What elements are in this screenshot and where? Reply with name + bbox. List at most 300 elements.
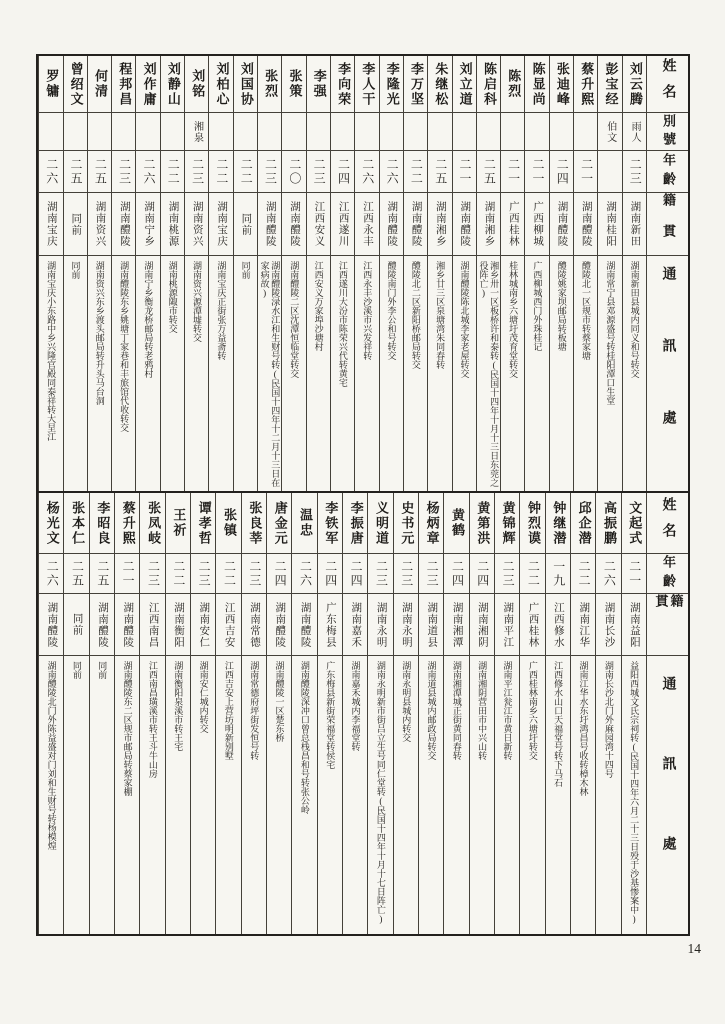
age-cell	[419, 554, 443, 594]
alias-cell	[404, 113, 427, 151]
person-native-place: 湖南湘阴	[476, 601, 488, 648]
header-label-address: 通訊處	[660, 266, 676, 482]
name-cell	[64, 493, 88, 554]
name-cell	[216, 493, 240, 554]
native-place-cell	[209, 193, 232, 256]
person-column	[38, 493, 63, 934]
address-cell	[574, 256, 597, 491]
age-cell	[191, 554, 215, 594]
person-column	[393, 493, 418, 934]
person-native-place: 同前	[71, 613, 83, 636]
person-address: 湖南安仁城内转交	[198, 661, 209, 733]
address-cell	[234, 256, 257, 491]
native-place-cell	[470, 594, 494, 656]
age-cell	[39, 151, 62, 193]
person-column	[524, 56, 548, 491]
age-cell	[355, 151, 378, 193]
address-cell	[209, 256, 232, 491]
age-cell	[596, 554, 620, 594]
person-column	[452, 56, 476, 491]
address-cell	[331, 256, 354, 491]
native-place-cell	[355, 193, 378, 256]
person-name: 黄第洪	[475, 500, 491, 546]
person-address: 湖南平江瓮江市黄日新转	[502, 661, 513, 760]
name-cell	[355, 56, 378, 113]
age-cell	[140, 554, 164, 594]
address-cell	[90, 656, 114, 934]
person-address: 湖南永明县城内转交	[401, 661, 412, 742]
address-cell	[394, 656, 418, 934]
person-name: 陈烈	[506, 69, 522, 99]
person-native-place: 湖南醴陵	[46, 601, 58, 648]
person-address: 醴陵北二区新阳桥邮局转交	[410, 261, 421, 369]
header-cell	[647, 193, 688, 256]
person-address: 湖南湘阴营田市中兴山转	[477, 661, 488, 760]
name-cell	[64, 56, 87, 113]
native-place-cell	[331, 193, 354, 256]
person-native-place: 湖南醴陵	[580, 201, 592, 247]
person-name: 刘国协	[238, 61, 254, 107]
native-place-cell	[404, 193, 427, 256]
person-name: 李人干	[360, 61, 376, 107]
name-cell	[477, 56, 500, 113]
person-native-place: 湖南湘乡	[483, 201, 495, 247]
native-place-cell	[166, 594, 190, 656]
age-cell	[185, 151, 208, 193]
person-address: 湖南永明新市街吕立生号同仁堂转(民国十四年十月十七日阵亡)	[375, 661, 386, 924]
person-name: 杨光文	[44, 500, 60, 546]
person-age: 二二	[239, 157, 254, 186]
person-native-place: 湖南永明	[375, 601, 387, 648]
address-cell	[495, 656, 519, 934]
person-native-place: 湖南桂阳	[605, 201, 617, 247]
native-place-cell	[571, 594, 595, 656]
person-name: 杨炳章	[424, 500, 440, 546]
person-name: 李万坚	[409, 61, 424, 107]
native-place-cell	[258, 193, 281, 256]
native-place-cell	[574, 193, 597, 256]
register-table-frame	[36, 54, 690, 936]
alias-cell	[136, 113, 159, 151]
address-cell	[501, 256, 524, 491]
person-name: 王祈	[171, 508, 187, 538]
person-address: 湖南长沙北门外麻园湾十四号	[603, 661, 614, 778]
person-column	[622, 56, 646, 491]
person-age: 二五	[95, 559, 110, 588]
name-cell	[546, 493, 570, 554]
person-name: 李隆光	[384, 61, 400, 107]
person-address: 江西南昌璜溪市转王斗牛山房	[147, 661, 158, 778]
header-label-name: 姓名	[660, 58, 676, 110]
person-native-place: 湖南宝庆	[45, 201, 57, 247]
person-native-place: 湖南江华	[578, 601, 590, 648]
age-cell	[136, 151, 159, 193]
person-name: 刘作庸	[141, 61, 157, 107]
native-place-cell	[292, 594, 316, 656]
native-place-cell	[598, 193, 621, 256]
age-cell	[242, 554, 266, 594]
age-cell	[234, 151, 257, 193]
address-cell	[216, 656, 240, 934]
native-place-cell	[368, 594, 392, 656]
native-place-cell	[343, 594, 367, 656]
person-age: 二三	[628, 157, 643, 186]
name-cell	[267, 493, 291, 554]
person-name: 黄锦辉	[500, 500, 516, 546]
address-cell	[307, 256, 330, 491]
person-age: 二一	[121, 559, 136, 588]
address-cell	[267, 656, 291, 934]
person-name: 刘静山	[165, 61, 181, 107]
alias-cell	[501, 113, 524, 151]
age-cell	[64, 151, 87, 193]
native-place-cell	[307, 193, 330, 256]
person-age: 二六	[360, 157, 375, 186]
name-cell	[136, 56, 159, 113]
age-cell	[161, 151, 184, 193]
age-cell	[550, 151, 573, 193]
person-address: 湖南常德府坪街发恒号转	[249, 661, 260, 760]
person-age: 二三	[425, 559, 440, 588]
person-native-place: 湖南益阳	[628, 601, 640, 648]
person-age: 二五	[69, 157, 84, 186]
person-native-place: 江西安义	[313, 201, 325, 247]
person-column	[494, 493, 519, 934]
person-column	[330, 56, 354, 491]
name-cell	[596, 493, 620, 554]
name-cell	[161, 56, 184, 113]
person-column	[87, 56, 111, 491]
person-address: 湖南衡阳泉溪市转王宅	[173, 661, 184, 751]
person-native-place: 湖南醴陵	[459, 201, 471, 247]
age-cell	[428, 151, 451, 193]
person-address: 醴陵姚家坝邮局转板塘	[556, 261, 567, 351]
age-cell	[520, 554, 544, 594]
address-cell	[166, 656, 190, 934]
name-cell	[166, 493, 190, 554]
person-age: 二一	[458, 157, 473, 186]
alias-cell	[39, 113, 62, 151]
person-native-place: 湖南道县	[426, 601, 438, 648]
address-cell	[368, 656, 392, 934]
person-age: 二三	[146, 559, 161, 588]
person-age: 二四	[349, 559, 364, 588]
register-table-top	[38, 56, 688, 493]
person-address: 广西柳城西门外珠桂记	[532, 261, 543, 351]
person-address: 湖南醴陵深冲口曾总栈昌和号转张公岭	[299, 661, 310, 814]
address-cell	[470, 656, 494, 934]
person-native-place: 湖南宝庆	[216, 201, 228, 247]
person-native-place: 湖南醴陵	[386, 201, 398, 247]
person-column	[63, 493, 88, 934]
address-cell	[596, 656, 620, 934]
person-address: 江西遂川大汾市陈荣兴代转黄宅	[337, 261, 348, 387]
name-cell	[282, 56, 305, 113]
person-name: 张策	[287, 69, 303, 99]
person-native-place: 湖南醴陵	[299, 601, 311, 648]
name-cell	[520, 493, 544, 554]
name-cell	[380, 56, 403, 113]
address-cell	[404, 256, 427, 491]
person-age: 二三	[312, 157, 327, 186]
address-cell	[525, 256, 548, 491]
name-cell	[242, 493, 266, 554]
native-place-cell	[39, 193, 62, 256]
person-address: 湖南宝庆正街张万益斋转	[216, 261, 227, 360]
native-place-cell	[453, 193, 476, 256]
person-column	[342, 493, 367, 934]
person-alias: 雨人	[629, 120, 641, 143]
person-column	[281, 56, 305, 491]
person-name: 史书元	[399, 500, 415, 546]
person-age: 二五	[70, 559, 85, 588]
name-cell	[404, 56, 427, 113]
person-column	[215, 493, 240, 934]
person-native-place: 湖南醴陵	[556, 201, 568, 247]
header-cell	[647, 151, 688, 193]
person-address: 同前	[70, 261, 81, 279]
age-cell	[394, 554, 418, 594]
age-cell	[209, 151, 232, 193]
person-native-place: 湖南醴陵	[274, 601, 286, 648]
age-cell	[39, 554, 63, 594]
person-column	[595, 493, 620, 934]
person-name: 李向荣	[336, 61, 352, 107]
person-address: 湘乡卅一区板桥许和泰转(民国十四年十月十三日东莞之役阵亡)	[478, 261, 500, 487]
person-name: 李铁军	[323, 500, 339, 546]
alias-cell	[307, 113, 330, 151]
address-cell	[115, 656, 139, 934]
address-cell	[64, 656, 88, 934]
native-place-cell	[419, 594, 443, 656]
person-column	[291, 493, 316, 934]
person-column	[165, 493, 190, 934]
person-native-place: 江西永丰	[361, 201, 373, 247]
name-cell	[394, 493, 418, 554]
address-cell	[444, 656, 468, 934]
person-age: 二三	[263, 157, 278, 186]
alias-cell	[234, 113, 257, 151]
alias-cell	[574, 113, 597, 151]
age-cell	[258, 151, 281, 193]
address-cell	[598, 256, 621, 491]
person-age: 二六	[602, 559, 617, 588]
name-cell	[343, 493, 367, 554]
person-age: 二六	[298, 559, 313, 588]
person-native-place: 湖南醴陵	[122, 601, 134, 648]
person-age: 二三	[247, 559, 262, 588]
header-label-native-place: 籍貫	[653, 594, 684, 625]
address-cell	[39, 256, 62, 491]
person-column	[597, 56, 621, 491]
person-age: 二五	[433, 157, 448, 186]
alias-cell	[161, 113, 184, 151]
person-address: 湖南醴陵陈北城李家老屋转交	[459, 261, 470, 378]
person-age: 二二	[166, 157, 181, 186]
person-age: 二四	[450, 559, 465, 588]
address-cell	[355, 256, 378, 491]
alias-cell	[598, 113, 621, 151]
address-cell	[550, 256, 573, 491]
age-cell	[267, 554, 291, 594]
person-native-place: 广西桂林	[507, 201, 519, 247]
person-name: 何清	[92, 69, 108, 99]
address-cell	[520, 656, 544, 934]
age-cell	[574, 151, 597, 193]
name-cell	[623, 56, 646, 113]
name-cell	[39, 56, 62, 113]
age-cell	[88, 151, 111, 193]
native-place-cell	[64, 594, 88, 656]
person-native-place: 湖南资兴	[191, 201, 203, 247]
address-cell	[161, 256, 184, 491]
person-address: 湖南醴陵二区沈潭恒临堂转交	[289, 261, 300, 378]
name-cell	[428, 56, 451, 113]
person-native-place: 湖南平江	[502, 601, 514, 648]
person-name: 张凤岐	[146, 500, 162, 546]
person-age: 二三	[374, 559, 389, 588]
header-column-top	[646, 56, 688, 491]
person-column	[469, 493, 494, 934]
header-cell	[647, 656, 688, 934]
address-cell	[242, 656, 266, 934]
native-place-cell	[216, 594, 240, 656]
person-name: 李振唐	[348, 500, 364, 546]
person-name: 刘柏心	[214, 61, 230, 107]
name-cell	[258, 56, 281, 113]
native-place-cell	[525, 193, 548, 256]
native-place-cell	[282, 193, 305, 256]
address-cell	[428, 256, 451, 491]
name-cell	[574, 56, 597, 113]
alias-cell	[185, 113, 208, 151]
header-cell	[647, 256, 688, 491]
person-address: 广西桂林南乡六塘圩转交	[527, 661, 538, 760]
alias-cell	[209, 113, 232, 151]
name-cell	[453, 56, 476, 113]
native-place-cell	[623, 193, 646, 256]
person-native-place: 湖南衡阳	[172, 601, 184, 648]
person-column	[233, 56, 257, 491]
age-cell	[404, 151, 427, 193]
header-cell	[647, 594, 688, 656]
person-address: 湖南桃源陬市转交	[167, 261, 178, 333]
person-address: 湖南醴陵北门外陈益盛对门刘和生财号转杨模煌	[46, 661, 57, 850]
person-age: 二二	[222, 559, 237, 588]
address-cell	[140, 656, 164, 934]
native-place-cell	[234, 193, 257, 256]
person-age: 二五	[482, 157, 497, 186]
address-cell	[112, 256, 135, 491]
name-cell	[209, 56, 232, 113]
address-cell	[571, 656, 595, 934]
person-address: 湖南江华水东圩鸿昌号收转樟木林	[578, 661, 589, 796]
age-cell	[307, 151, 330, 193]
name-cell	[307, 56, 330, 113]
native-place-cell	[140, 594, 164, 656]
person-address: 湖南宁乡衡龙桥邮局转老鸦村	[143, 261, 154, 378]
name-cell	[292, 493, 316, 554]
person-age: 二二	[577, 559, 592, 588]
age-cell	[623, 151, 646, 193]
person-age: 二四	[323, 559, 338, 588]
alias-cell	[477, 113, 500, 151]
person-column	[427, 56, 451, 491]
person-column	[573, 56, 597, 491]
person-column	[354, 56, 378, 491]
name-cell	[368, 493, 392, 554]
person-column	[306, 56, 330, 491]
person-name: 刘云腾	[627, 61, 643, 107]
person-address: 湖南常宁县邓源盛号转桂阳潭口生堂	[605, 261, 616, 405]
age-cell	[343, 554, 367, 594]
header-cell	[647, 554, 688, 594]
person-age: 二〇	[287, 157, 302, 186]
age-cell	[331, 151, 354, 193]
alias-cell	[623, 113, 646, 151]
native-place-cell	[88, 193, 111, 256]
person-native-place: 湖南醴陵	[96, 601, 108, 648]
person-native-place: 湖南醴陵	[410, 201, 422, 247]
header-cell	[647, 493, 688, 554]
person-age: 二一	[579, 157, 594, 186]
person-column	[476, 56, 500, 491]
person-alias: 湘泉	[191, 120, 203, 143]
person-column	[367, 493, 392, 934]
name-cell	[90, 493, 114, 554]
native-place-cell	[596, 594, 620, 656]
person-name: 唐金元	[272, 500, 288, 546]
person-native-place: 江西吉安	[223, 601, 235, 648]
person-column	[403, 56, 427, 491]
native-place-cell	[380, 193, 403, 256]
person-name: 张良莘	[247, 500, 263, 546]
person-age: 二三	[501, 559, 516, 588]
native-place-cell	[550, 193, 573, 256]
alias-cell	[331, 113, 354, 151]
person-name: 陈显尚	[530, 61, 546, 107]
age-cell	[622, 554, 646, 594]
person-column	[63, 56, 87, 491]
alias-cell	[355, 113, 378, 151]
person-address: 湖南醴陵一区楚东桥	[274, 661, 285, 742]
name-cell	[112, 56, 135, 113]
person-age: 二三	[399, 559, 414, 588]
native-place-cell	[622, 594, 646, 656]
age-cell	[64, 554, 88, 594]
person-age: 二二	[171, 559, 186, 588]
person-address: 湖南资兴源潭墟转交	[192, 261, 203, 342]
address-cell	[292, 656, 316, 934]
age-cell	[216, 554, 240, 594]
name-cell	[419, 493, 443, 554]
person-address: 湖南醴陵东二区规市邮局转蔡家棚	[122, 661, 133, 796]
name-cell	[115, 493, 139, 554]
person-column	[111, 56, 135, 491]
person-name: 张烈	[263, 69, 279, 99]
person-age: 二三	[190, 157, 205, 186]
age-cell	[292, 554, 316, 594]
address-cell	[39, 656, 63, 934]
address-cell	[258, 256, 281, 491]
person-column	[545, 493, 570, 934]
person-age: 二四	[555, 157, 570, 186]
person-address: 湖南资兴东乡渡头邮局转升头马台洞	[94, 261, 105, 405]
person-native-place: 湖南资兴	[94, 201, 106, 247]
person-column	[89, 493, 114, 934]
person-name: 李强	[311, 69, 327, 99]
person-name: 朱继松	[433, 61, 449, 107]
